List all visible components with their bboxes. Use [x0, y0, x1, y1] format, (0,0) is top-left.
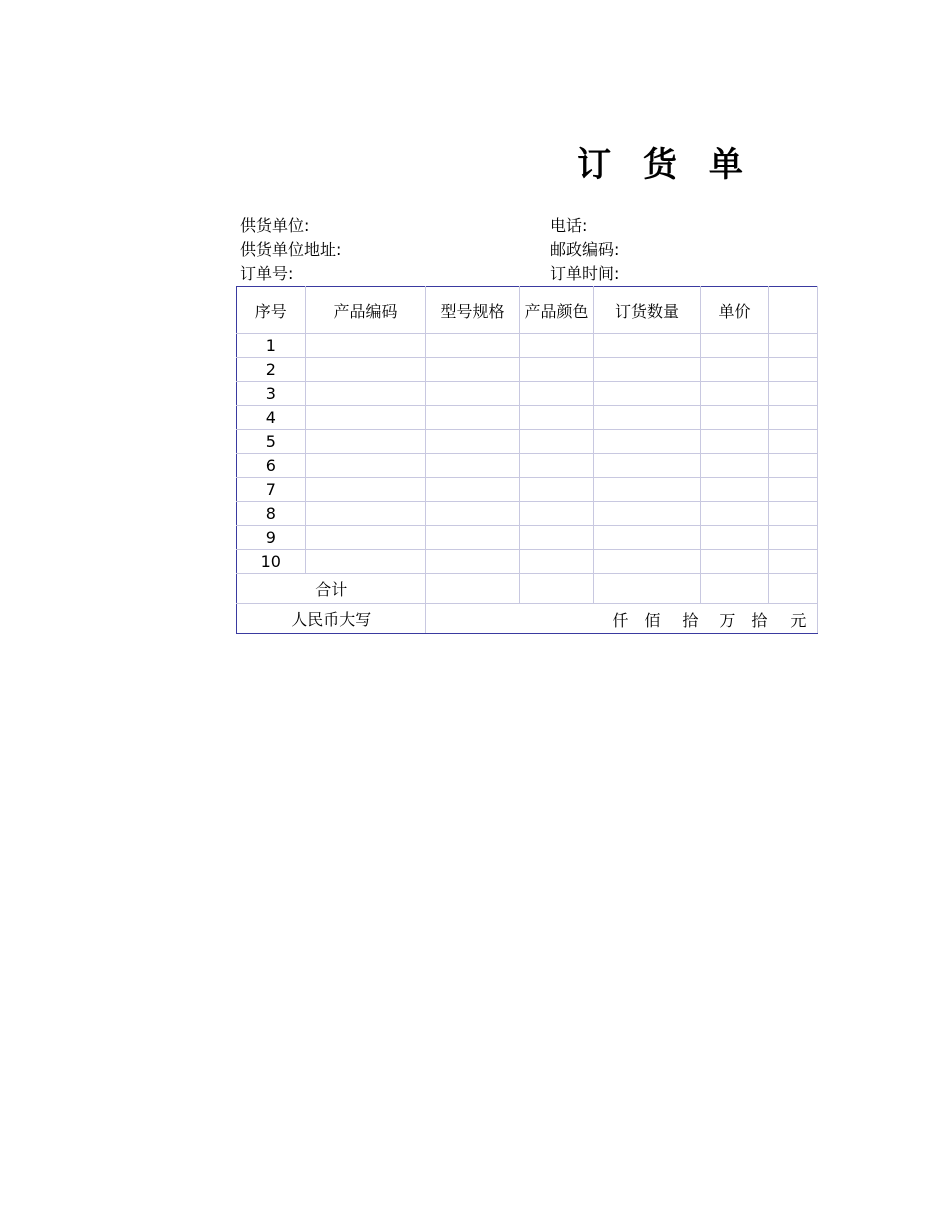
cell-overflow[interactable] — [769, 478, 818, 502]
row-index: 5 — [237, 430, 306, 454]
row-index: 4 — [237, 406, 306, 430]
table-row — [237, 334, 818, 358]
cell-product-color[interactable] — [519, 454, 594, 478]
cell-product-color[interactable] — [519, 526, 594, 550]
cell-unit-price[interactable] — [700, 526, 769, 550]
total-overflow[interactable] — [769, 574, 818, 604]
cell-overflow[interactable] — [769, 406, 818, 430]
header-index: 序号 — [237, 287, 306, 334]
cell-overflow[interactable] — [769, 502, 818, 526]
cell-product-code[interactable] — [305, 550, 426, 574]
table-row — [237, 550, 818, 574]
cell-model-spec[interactable] — [426, 430, 519, 454]
cell-product-color[interactable] — [519, 550, 594, 574]
cell-product-code[interactable] — [305, 358, 426, 382]
header-product-code: 产品编码 — [305, 287, 426, 334]
cell-unit-price[interactable] — [700, 406, 769, 430]
cell-product-color[interactable] — [519, 358, 594, 382]
row-index: 1 — [237, 334, 306, 358]
cell-overflow[interactable] — [769, 358, 818, 382]
total-product-color[interactable] — [519, 574, 594, 604]
table-row — [237, 358, 818, 382]
cell-order-quantity[interactable] — [594, 502, 700, 526]
table-row — [237, 406, 818, 430]
header-order-quantity: 订货数量 — [594, 287, 700, 334]
rmb-uppercase-label: 人民币大写 — [237, 604, 426, 634]
cell-product-code[interactable] — [305, 430, 426, 454]
cell-product-code[interactable] — [305, 406, 426, 430]
cell-model-spec[interactable] — [426, 358, 519, 382]
cell-product-code[interactable] — [305, 454, 426, 478]
rmb-uppercase-row — [237, 604, 818, 634]
cell-order-quantity[interactable] — [594, 382, 700, 406]
cell-unit-price[interactable] — [700, 502, 769, 526]
cell-order-quantity[interactable] — [594, 358, 700, 382]
cell-model-spec[interactable] — [426, 526, 519, 550]
row-index: 7 — [237, 478, 306, 502]
order-date-label: 订单时间: — [550, 264, 620, 283]
cell-overflow[interactable] — [769, 382, 818, 406]
contact-info-block — [550, 214, 619, 286]
unit-ten-thousand: 万 — [719, 611, 736, 630]
cell-overflow[interactable] — [769, 334, 818, 358]
cell-model-spec[interactable] — [426, 406, 519, 430]
row-index: 3 — [237, 382, 306, 406]
cell-product-color[interactable] — [519, 478, 594, 502]
cell-product-color[interactable] — [519, 334, 594, 358]
cell-model-spec[interactable] — [426, 334, 519, 358]
order-table-viewport — [236, 286, 818, 638]
cell-order-quantity[interactable] — [594, 526, 700, 550]
cell-overflow[interactable] — [769, 550, 818, 574]
cell-product-color[interactable] — [519, 502, 594, 526]
table-row — [237, 382, 818, 406]
cell-model-spec[interactable] — [426, 502, 519, 526]
cell-product-code[interactable] — [305, 382, 426, 406]
phone-label: 电话: — [550, 216, 588, 235]
cell-model-spec[interactable] — [426, 382, 519, 406]
header-model-spec: 型号规格 — [426, 287, 519, 334]
cell-model-spec[interactable] — [426, 454, 519, 478]
supplier-info-block — [240, 214, 341, 286]
unit-ten-2: 拾 — [751, 611, 768, 630]
table-row — [237, 478, 818, 502]
cell-order-quantity[interactable] — [594, 550, 700, 574]
cell-unit-price[interactable] — [700, 358, 769, 382]
table-row — [237, 502, 818, 526]
unit-yuan: 元 — [790, 611, 807, 630]
cell-order-quantity[interactable] — [594, 454, 700, 478]
cell-unit-price[interactable] — [700, 334, 769, 358]
row-index: 8 — [237, 502, 306, 526]
unit-thousand: 仟 — [612, 611, 629, 630]
header-overflow-cell[interactable] — [769, 287, 818, 334]
table-header-row — [237, 287, 818, 334]
cell-product-color[interactable] — [519, 382, 594, 406]
table-row — [237, 430, 818, 454]
cell-overflow[interactable] — [769, 430, 818, 454]
row-index: 2 — [237, 358, 306, 382]
row-index: 6 — [237, 454, 306, 478]
cell-order-quantity[interactable] — [594, 430, 700, 454]
total-model-spec[interactable] — [426, 574, 519, 604]
unit-ten: 拾 — [682, 611, 699, 630]
cell-order-quantity[interactable] — [594, 478, 700, 502]
total-row — [237, 574, 818, 604]
table-row — [237, 526, 818, 550]
total-order-quantity[interactable] — [594, 574, 700, 604]
header-product-color: 产品颜色 — [519, 287, 594, 334]
cell-product-code[interactable] — [305, 526, 426, 550]
cell-order-quantity[interactable] — [594, 406, 700, 430]
row-index: 10 — [237, 550, 306, 574]
total-unit-price[interactable] — [700, 574, 769, 604]
cell-product-code[interactable] — [305, 502, 426, 526]
total-label: 合计 — [237, 574, 426, 604]
cell-product-color[interactable] — [519, 430, 594, 454]
cell-overflow[interactable] — [769, 526, 818, 550]
cell-unit-price[interactable] — [700, 478, 769, 502]
cell-product-code[interactable] — [305, 334, 426, 358]
header-unit-price: 单价 — [700, 287, 769, 334]
cell-unit-price[interactable] — [700, 550, 769, 574]
unit-hundred: 佰 — [644, 611, 661, 630]
cell-unit-price[interactable] — [700, 430, 769, 454]
row-index: 9 — [237, 526, 306, 550]
table-row — [237, 454, 818, 478]
cell-unit-price[interactable] — [700, 454, 769, 478]
order-number-label: 订单号: — [240, 264, 294, 283]
document-title: 订 货 单 — [577, 145, 753, 185]
postal-code-label: 邮政编码: — [550, 240, 620, 259]
supplier-address-label: 供货单位地址: — [240, 240, 342, 259]
cell-order-quantity[interactable] — [594, 334, 700, 358]
cell-product-color[interactable] — [519, 406, 594, 430]
cell-model-spec[interactable] — [426, 550, 519, 574]
cell-model-spec[interactable] — [426, 478, 519, 502]
supplier-label: 供货单位: — [240, 216, 310, 235]
rmb-uppercase-value[interactable] — [426, 604, 818, 634]
cell-product-code[interactable] — [305, 478, 426, 502]
cell-overflow[interactable] — [769, 454, 818, 478]
order-table — [236, 286, 818, 634]
cell-unit-price[interactable] — [700, 382, 769, 406]
